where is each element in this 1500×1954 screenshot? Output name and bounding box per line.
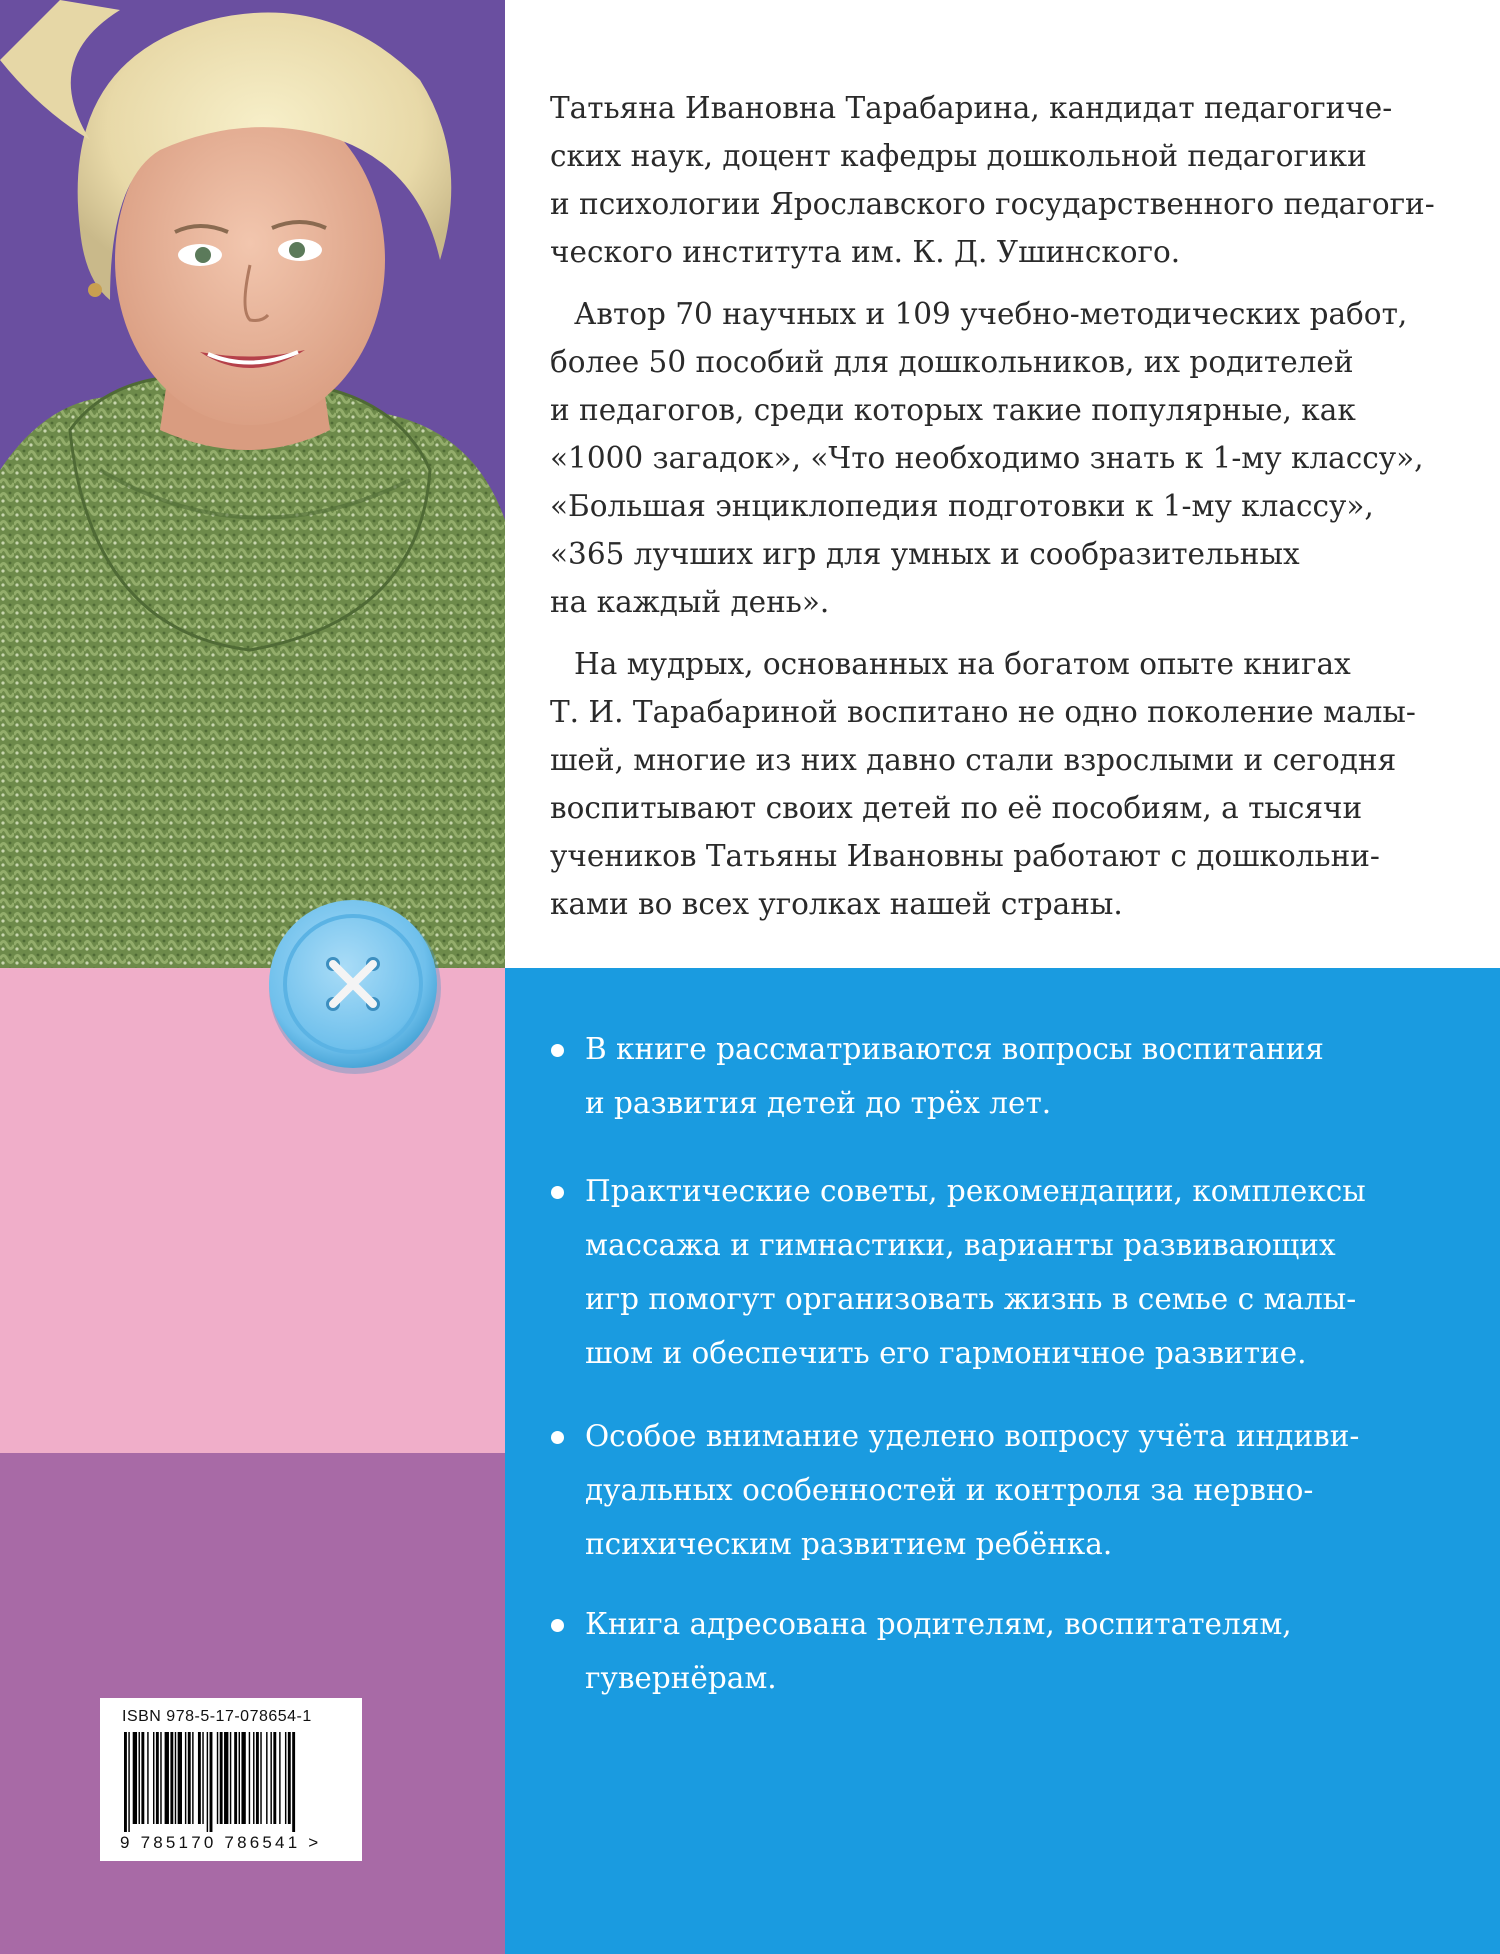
description-bullet-1: [585, 1022, 1465, 1130]
isbn-label: ISBN 978-5-17-078654-1: [122, 1708, 312, 1725]
bullet-line: Особое внимание уделено вопросу учёта индиви-: [585, 1419, 1360, 1453]
isbn-barcode-box: [100, 1698, 362, 1861]
bio-line: воспитывают своих детей по её пособиям, а тысячи: [550, 791, 1363, 825]
bullet-line: шом и обеспечить его гармоничное развитие.: [585, 1336, 1307, 1370]
bullet-line: В книге рассматриваются вопросы воспитания: [585, 1032, 1324, 1066]
bio-line: «Большая энциклопедия подготовки к 1-му классу»,: [550, 489, 1374, 523]
barcode-digits: 9 785170 786541 >: [120, 1833, 322, 1852]
bio-line: ческого института им. К. Д. Ушинского.: [550, 235, 1181, 269]
bio-line: «1000 загадок», «Что необходимо знать к 1-му классу»,: [550, 441, 1424, 475]
bullet-dot-icon: [551, 1044, 564, 1057]
bio-line: «365 лучших игр для умных и сообразительных: [550, 537, 1300, 571]
sewing-button-icon: [265, 898, 445, 1078]
bio-line: ских наук, доцент кафедры дошкольной педагогики: [550, 139, 1367, 173]
bio-line: Татьяна Ивановна Тарабарина, кандидат педагогиче-: [550, 91, 1393, 125]
bio-line: Т. И. Тарабариной воспитано не одно поколение малы-: [550, 695, 1416, 729]
bullet-line: психическим развитием ребёнка.: [585, 1527, 1113, 1561]
author-portrait-illustration: [0, 0, 505, 968]
bio-paragraph-1: [550, 84, 1435, 276]
description-bullet-3: [585, 1409, 1465, 1571]
barcode-icon: [124, 1732, 338, 1832]
description-bullet-2: [585, 1164, 1465, 1380]
bullet-line: Практические советы, рекомендации, комплексы: [585, 1174, 1366, 1208]
bio-paragraph-2: [550, 290, 1430, 626]
bullet-dot-icon: [551, 1431, 564, 1444]
bio-line: На мудрых, основанных на богатом опыте книгах: [574, 647, 1351, 681]
bullet-line: гувернёрам.: [585, 1661, 777, 1695]
bullet-line: игр помогут организовать жизнь в семье с малы-: [585, 1282, 1357, 1316]
bio-line: учеников Татьяны Ивановны работают с дошкольни-: [550, 839, 1380, 873]
bio-line: более 50 пособий для дошкольников, их родителей: [550, 345, 1354, 379]
bio-line: на каждый день».: [550, 585, 830, 619]
description-bullet-4: [585, 1597, 1465, 1705]
bio-line: и педагогов, среди которых такие популярные, как: [550, 393, 1356, 427]
bullet-line: и развития детей до трёх лет.: [585, 1086, 1052, 1120]
bullet-line: Книга адресована родителям, воспитателям,: [585, 1607, 1292, 1641]
bullet-line: дуальных особенностей и контроля за нервно-: [585, 1473, 1314, 1507]
bio-line: Автор 70 научных и 109 учебно-методических работ,: [574, 297, 1408, 331]
bullet-dot-icon: [551, 1619, 564, 1632]
bio-line: и психологии Ярославского государственного педагоги-: [550, 187, 1435, 221]
author-photo: [0, 0, 505, 968]
bullet-line: массажа и гимнастики, варианты развивающих: [585, 1228, 1336, 1262]
bio-paragraph-3: [550, 640, 1430, 928]
bullet-dot-icon: [551, 1186, 564, 1199]
bio-line: шей, многие из них давно стали взрослыми и сегодня: [550, 743, 1397, 777]
bio-line: ками во всех уголках нашей страны.: [550, 887, 1123, 921]
